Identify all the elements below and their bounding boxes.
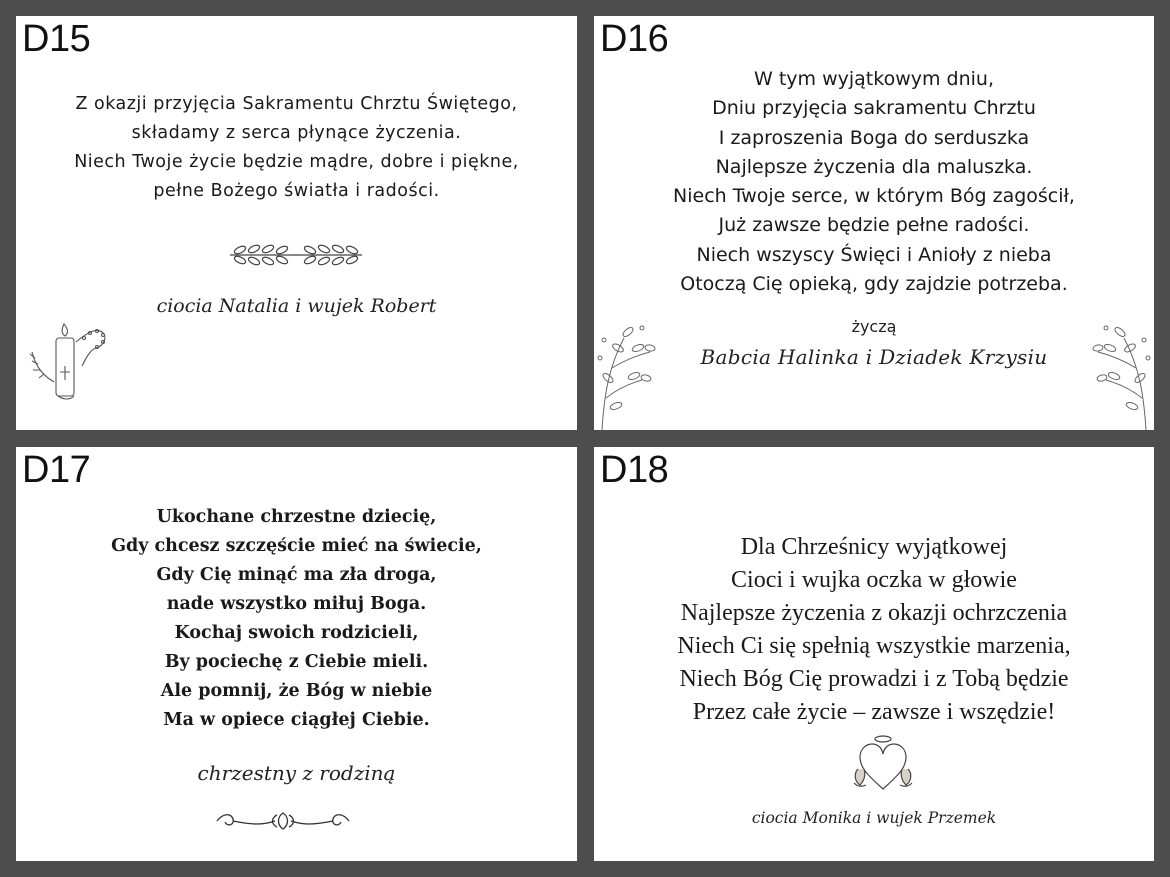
verse-line: Kochaj swoich rodzicieli, bbox=[174, 623, 419, 643]
card-code: D16 bbox=[600, 18, 669, 60]
verse-line: składamy z serca płynące życzenia. bbox=[131, 123, 462, 143]
verse-line: Cioci i wujka oczka w głowie bbox=[731, 567, 1017, 593]
card-d15[interactable] bbox=[16, 16, 577, 430]
signature: chrzestny z rodziną bbox=[197, 761, 396, 785]
card-d16[interactable] bbox=[594, 16, 1154, 430]
signature: Babcia Halinka i Dziadek Krzysiu bbox=[700, 345, 1048, 369]
signature: ciocia Monika i wujek Przemek bbox=[751, 809, 997, 827]
card-code: D15 bbox=[22, 18, 91, 60]
card-verse bbox=[16, 503, 577, 735]
flourish-icon bbox=[213, 809, 353, 833]
angel-heart-icon bbox=[852, 733, 914, 795]
verse-line: Z okazji przyjęcia Sakramentu Chrztu Świętego, bbox=[75, 94, 518, 114]
verse-line: Niech Ci się spełnią wszystkie marzenia, bbox=[677, 633, 1071, 659]
verse-line: Dla Chrześnicy wyjątkowej bbox=[740, 534, 1008, 560]
branch-icon bbox=[1090, 318, 1154, 430]
verse-line: Już zawsze będzie pełne radości. bbox=[718, 214, 1030, 237]
verse-line: Przez całe życie – zawsze i wszędzie! bbox=[692, 699, 1056, 725]
verse-line: Niech Twoje życie będzie mądre, dobre i piękne, bbox=[74, 152, 519, 172]
verse-line: Gdy chcesz szczęście mieć na świecie, bbox=[111, 536, 482, 556]
signature: ciocia Natalia i wujek Robert bbox=[156, 295, 437, 317]
verse-line: Dniu przyjęcia sakramentu Chrztu bbox=[712, 97, 1036, 120]
verse-line: I zaproszenia Boga do serduszka bbox=[718, 126, 1030, 149]
candle-icon bbox=[24, 322, 114, 402]
verse-line: nade wszystko miłuj Boga. bbox=[166, 594, 427, 614]
verse-line: Ukochane chrzestne dziecię, bbox=[156, 507, 437, 527]
wish-word: życzą bbox=[851, 317, 897, 336]
verse-line: Ale pomnij, że Bóg w niebie bbox=[160, 681, 433, 701]
card-d18[interactable] bbox=[594, 447, 1154, 861]
verse-line: Niech Twoje serce, w którym Bóg zagościł, bbox=[673, 185, 1075, 208]
card-verse bbox=[16, 90, 577, 206]
verse-line: Gdy Cię minąć ma zła droga, bbox=[156, 565, 437, 585]
verse-line: Ma w opiece ciągłej Ciebie. bbox=[163, 710, 430, 730]
verse-line: pełne Bożego światła i radości. bbox=[153, 181, 440, 201]
card-code: D18 bbox=[600, 449, 669, 491]
verse-line: W tym wyjątkowym dniu, bbox=[754, 68, 994, 90]
card-code: D17 bbox=[22, 449, 91, 491]
card-d17[interactable] bbox=[16, 447, 577, 861]
verse-line: Niech Bóg Cię prowadzi i z Tobą będzie bbox=[679, 666, 1069, 692]
card-verse bbox=[594, 531, 1154, 729]
branch-icon bbox=[594, 318, 658, 430]
laurel-icon bbox=[226, 241, 366, 269]
card-verse bbox=[594, 65, 1154, 299]
verse-line: Najlepsze życzenia z okazji ochrzczenia bbox=[680, 600, 1068, 626]
verse-line: Otoczą Cię opieką, gdy zajdzie potrzeba. bbox=[680, 273, 1068, 296]
verse-line: By pociechę z Ciebie mieli. bbox=[164, 652, 429, 672]
verse-line: Niech wszyscy Święci i Anioły z nieba bbox=[696, 243, 1052, 266]
verse-line: Najlepsze życzenia dla maluszka. bbox=[715, 155, 1033, 178]
